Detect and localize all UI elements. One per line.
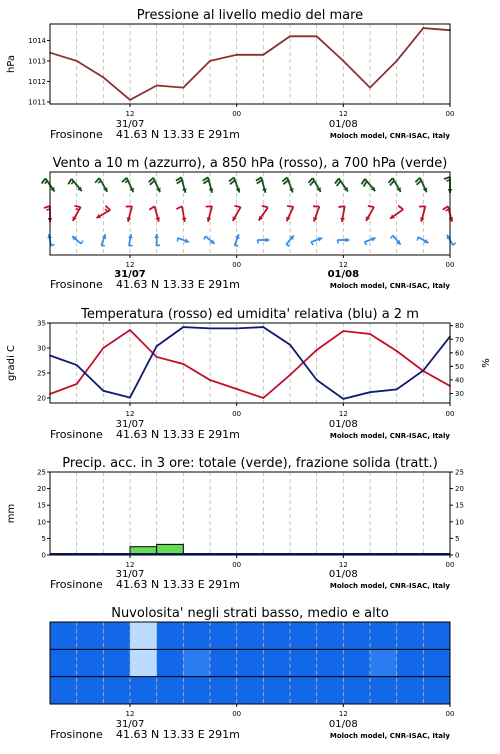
y-right-tick-label: 40 xyxy=(455,376,464,384)
data-point xyxy=(129,99,131,101)
y-axis-label: gradi C xyxy=(6,345,17,381)
data-point xyxy=(102,390,104,392)
barb-feather xyxy=(262,206,268,208)
data-point xyxy=(236,54,238,56)
date-label: 31/07 xyxy=(116,569,145,580)
barb-feather xyxy=(125,180,128,182)
barb-feather xyxy=(286,245,289,246)
y-right-tick-label: 80 xyxy=(455,322,464,330)
barb-feather xyxy=(443,206,448,209)
x-tick-label: 12 xyxy=(339,410,348,418)
wind-barb xyxy=(443,206,454,221)
cloud-cell xyxy=(263,677,290,704)
x-tick-label: 00 xyxy=(446,110,455,118)
cloud-cell xyxy=(210,622,237,649)
location-coords: 41.63 N 13.33 E 291m xyxy=(116,128,240,141)
barb-feather xyxy=(391,235,393,238)
data-point xyxy=(129,397,131,399)
y-right-tick-label: 70 xyxy=(455,336,464,344)
x-tick-label: 12 xyxy=(126,261,135,269)
data-point xyxy=(156,345,158,347)
barb-feather xyxy=(338,206,344,207)
cloud-cell xyxy=(157,622,184,649)
wind-barb xyxy=(362,179,376,191)
wind-barb xyxy=(447,235,456,245)
barb-feather xyxy=(81,241,82,244)
cloud-cell xyxy=(103,649,130,676)
x-tick-label: 12 xyxy=(126,410,135,418)
y-right-tick-label: 0 xyxy=(455,552,459,560)
x-tick-label: 12 xyxy=(339,261,348,269)
x-tick-label: 00 xyxy=(446,561,455,569)
barb-feather xyxy=(98,181,101,184)
cloud-cell xyxy=(343,649,370,676)
data-point xyxy=(316,349,318,351)
cloud-cell xyxy=(317,677,344,704)
date-label: 31/07 xyxy=(114,269,146,280)
cloud-cell xyxy=(77,649,104,676)
location-name: Frosinone xyxy=(50,428,103,441)
y-right-tick-label: 30 xyxy=(455,390,464,398)
cloud-cell xyxy=(263,649,290,676)
data-point xyxy=(236,328,238,330)
model-credit: Moloch model, CNR-ISAC, Italy xyxy=(330,282,451,290)
x-tick-label: 00 xyxy=(232,110,241,118)
cloud-cell xyxy=(317,649,344,676)
data-point xyxy=(156,85,158,87)
data-point xyxy=(182,363,184,365)
x-tick-label: 00 xyxy=(232,261,241,269)
plot-frame xyxy=(50,472,450,555)
humidity-line xyxy=(50,327,450,399)
y-tick-label: 25 xyxy=(37,370,46,378)
data-point xyxy=(156,356,158,358)
wind-barb xyxy=(417,237,428,243)
wind-barb xyxy=(101,234,106,246)
location-coords: 41.63 N 13.33 E 291m xyxy=(116,578,240,591)
y-tick-label: 1013 xyxy=(28,57,46,65)
barb-head xyxy=(265,238,269,243)
x-tick-label: 00 xyxy=(446,710,455,718)
cloud-cell xyxy=(50,622,77,649)
y-tick-label: 1012 xyxy=(28,78,46,86)
barb-feather xyxy=(364,242,366,245)
date-label: 31/07 xyxy=(116,119,145,130)
barb-feather xyxy=(398,206,403,210)
date-label: 01/08 xyxy=(329,419,358,430)
y-right-axis-label: % xyxy=(481,358,492,368)
data-point xyxy=(342,60,344,62)
wind-barb xyxy=(72,236,83,244)
data-point xyxy=(209,60,211,62)
cloud-cell xyxy=(103,622,130,649)
y-tick-label: 15 xyxy=(37,502,46,510)
wind-barb xyxy=(176,177,187,192)
data-point xyxy=(209,379,211,381)
barb-feather xyxy=(149,206,154,209)
panel-2 xyxy=(42,156,456,291)
wind-barb xyxy=(204,236,215,244)
location-name: Frosinone xyxy=(50,728,103,741)
cloud-cell xyxy=(423,622,450,649)
cloud-cell xyxy=(290,622,317,649)
x-tick-label: 12 xyxy=(126,561,135,569)
cloud-cell xyxy=(370,649,397,676)
barb-feather xyxy=(204,236,205,239)
cloud-cell xyxy=(317,622,344,649)
wind-barb xyxy=(338,206,345,222)
data-point xyxy=(102,347,104,349)
y-axis-label: hPa xyxy=(6,55,17,73)
data-point xyxy=(76,383,78,385)
data-point xyxy=(289,35,291,37)
wind-barb xyxy=(444,177,452,193)
wind-barb xyxy=(126,206,132,221)
cloud-cell xyxy=(423,649,450,676)
data-point xyxy=(209,328,211,330)
data-point xyxy=(289,344,291,346)
location-coords: 41.63 N 13.33 E 291m xyxy=(116,728,240,741)
wind-barb xyxy=(229,177,240,192)
barb-feather xyxy=(47,209,51,210)
cloud-cell xyxy=(130,622,157,649)
x-tick-label: 12 xyxy=(126,110,135,118)
data-point xyxy=(369,391,371,393)
panel-title: Precip. acc. in 3 ore: totale (verde), frazione solida (tratt.) xyxy=(62,456,438,471)
x-tick-label: 12 xyxy=(126,710,135,718)
cloud-cell xyxy=(423,677,450,704)
cloud-cell xyxy=(370,677,397,704)
cloud-cell xyxy=(237,677,264,704)
barb-feather xyxy=(417,237,418,241)
cloud-cell xyxy=(237,622,264,649)
cloud-cell xyxy=(50,649,77,676)
cloud-cell xyxy=(77,677,104,704)
data-point xyxy=(396,350,398,352)
location-name: Frosinone xyxy=(50,578,103,591)
panel-5 xyxy=(50,606,454,741)
y-right-tick-label: 5 xyxy=(455,535,459,543)
panel-4 xyxy=(6,456,464,591)
wind-barb xyxy=(419,206,425,221)
barb-feather xyxy=(176,206,182,209)
wind-barb xyxy=(313,206,319,221)
y-tick-label: 1011 xyxy=(28,98,46,106)
panel-title: Nuvolosita' negli strati basso, medio e alto xyxy=(111,606,389,621)
wind-barb xyxy=(256,177,267,192)
cloud-cell xyxy=(157,649,184,676)
data-point xyxy=(76,364,78,366)
data-point xyxy=(289,374,291,376)
location-coords: 41.63 N 13.33 E 291m xyxy=(116,278,240,291)
x-tick-label: 12 xyxy=(339,561,348,569)
x-tick-label: 12 xyxy=(339,110,348,118)
y-tick-label: 1014 xyxy=(28,37,46,45)
wind-barb xyxy=(149,206,160,221)
y-tick-label: 35 xyxy=(37,320,46,328)
y-right-tick-label: 60 xyxy=(455,349,464,357)
x-tick-label: 00 xyxy=(232,410,241,418)
cloud-cell xyxy=(210,649,237,676)
wind-barb xyxy=(391,235,401,244)
barb-feather xyxy=(74,206,80,207)
y-right-tick-label: 50 xyxy=(455,363,464,371)
cloud-cell xyxy=(370,622,397,649)
barb-feather xyxy=(287,206,293,207)
cloud-cell xyxy=(290,649,317,676)
cloud-cells xyxy=(50,622,450,704)
barb-feather xyxy=(311,242,313,245)
data-point xyxy=(102,76,104,78)
cloud-cell xyxy=(77,622,104,649)
location-name: Frosinone xyxy=(50,278,103,291)
wind-barb xyxy=(95,178,107,192)
cloud-cell xyxy=(263,622,290,649)
y-tick-label: 30 xyxy=(37,345,46,353)
barb-feather xyxy=(105,209,108,212)
y-tick-label: 5 xyxy=(42,535,46,543)
plot-frame xyxy=(50,24,450,104)
data-point xyxy=(316,35,318,37)
barb-feather xyxy=(257,240,258,244)
y-right-tick-label: 25 xyxy=(455,469,464,477)
data-point xyxy=(236,388,238,390)
date-label: 31/07 xyxy=(116,719,145,730)
data-point xyxy=(369,333,371,335)
y-right-tick-label: 15 xyxy=(455,502,464,510)
cloud-cell xyxy=(130,649,157,676)
x-tick-label: 00 xyxy=(446,410,455,418)
cloud-cell xyxy=(343,622,370,649)
data-point xyxy=(316,379,318,381)
x-tick-label: 00 xyxy=(446,261,455,269)
wind-barb xyxy=(122,178,134,193)
panel-1 xyxy=(6,8,454,141)
wind-barb xyxy=(42,178,55,191)
panel-title: Vento a 10 m (azzurro), a 850 hPa (rosso), a 700 hPa (verde) xyxy=(53,156,448,171)
data-point xyxy=(342,398,344,400)
data-point xyxy=(129,329,131,331)
cloud-cell xyxy=(397,677,424,704)
barb-feather xyxy=(368,206,374,207)
y-right-tick-label: 10 xyxy=(455,518,464,526)
data-point xyxy=(182,326,184,328)
wind-barb xyxy=(68,179,82,191)
y-tick-label: 20 xyxy=(37,395,46,403)
wind-barb xyxy=(308,178,320,192)
cloud-cell xyxy=(210,677,237,704)
barb-feather xyxy=(337,240,338,244)
wind-barb xyxy=(176,206,186,222)
date-label: 31/07 xyxy=(116,419,145,430)
cloud-cell xyxy=(397,622,424,649)
cloud-cell xyxy=(50,677,77,704)
cloud-cell xyxy=(397,649,424,676)
barb-feather xyxy=(453,243,456,246)
location-name: Frosinone xyxy=(50,128,103,141)
model-credit: Moloch model, CNR-ISAC, Italy xyxy=(330,132,451,140)
data-point xyxy=(76,60,78,62)
barb-feather xyxy=(76,209,80,210)
data-point xyxy=(182,87,184,89)
wind-barb xyxy=(47,234,54,246)
y-tick-label: 10 xyxy=(37,518,46,526)
y-right-tick-label: 20 xyxy=(455,485,464,493)
date-label: 01/08 xyxy=(329,569,358,580)
wind-barb xyxy=(282,177,293,192)
panel-title: Pressione al livello medio del mare xyxy=(137,8,363,23)
cloud-cell xyxy=(103,677,130,704)
cloud-cell xyxy=(130,677,157,704)
wind-barb xyxy=(415,178,427,193)
temperature-line xyxy=(50,330,450,398)
y-tick-label: 20 xyxy=(37,485,46,493)
panel-title: Temperatura (rosso) ed umidita' relativa (blu) a 2 m xyxy=(80,307,419,322)
wind-barb xyxy=(206,206,212,221)
date-label: 01/08 xyxy=(329,719,358,730)
wind-barb xyxy=(44,206,52,222)
cloud-cell xyxy=(237,649,264,676)
barb-feather xyxy=(234,206,240,207)
data-point xyxy=(422,27,424,29)
data-point xyxy=(369,87,371,89)
barb-head xyxy=(345,238,349,243)
x-tick-label: 00 xyxy=(232,710,241,718)
cloud-cell xyxy=(157,677,184,704)
panel-3 xyxy=(6,307,492,441)
wind-barb xyxy=(154,234,160,246)
date-label: 01/08 xyxy=(329,119,358,130)
barb-feather xyxy=(157,245,161,246)
barb-feather xyxy=(45,181,47,184)
date-label: 01/08 xyxy=(328,269,360,280)
model-credit: Moloch model, CNR-ISAC, Italy xyxy=(330,582,451,590)
cloud-cell xyxy=(183,622,210,649)
x-tick-label: 12 xyxy=(339,710,348,718)
y-axis-label: mm xyxy=(6,504,17,523)
barb-feather xyxy=(71,181,73,184)
model-credit: Moloch model, CNR-ISAC, Italy xyxy=(330,732,451,740)
data-point xyxy=(422,370,424,372)
wind-barb xyxy=(149,178,161,193)
x-tick-label: 00 xyxy=(232,561,241,569)
data-point xyxy=(396,60,398,62)
cloud-cell xyxy=(183,677,210,704)
wind-barb xyxy=(388,178,400,192)
data-point xyxy=(342,330,344,332)
wind-barb xyxy=(335,178,348,191)
barb-head xyxy=(154,234,159,238)
wind-barb xyxy=(235,234,240,246)
cloud-cell xyxy=(343,677,370,704)
data-point xyxy=(262,397,264,399)
data-point xyxy=(396,389,398,391)
y-tick-label: 0 xyxy=(42,552,46,560)
barb-feather xyxy=(447,180,451,181)
cloud-cell xyxy=(183,649,210,676)
location-coords: 41.63 N 13.33 E 291m xyxy=(116,428,240,441)
y-tick-label: 25 xyxy=(37,469,46,477)
model-credit: Moloch model, CNR-ISAC, Italy xyxy=(330,432,451,440)
data-point xyxy=(262,54,264,56)
cloud-cell xyxy=(290,677,317,704)
data-point xyxy=(262,326,264,328)
pressure-line xyxy=(50,28,450,100)
wind-barb xyxy=(203,177,214,192)
